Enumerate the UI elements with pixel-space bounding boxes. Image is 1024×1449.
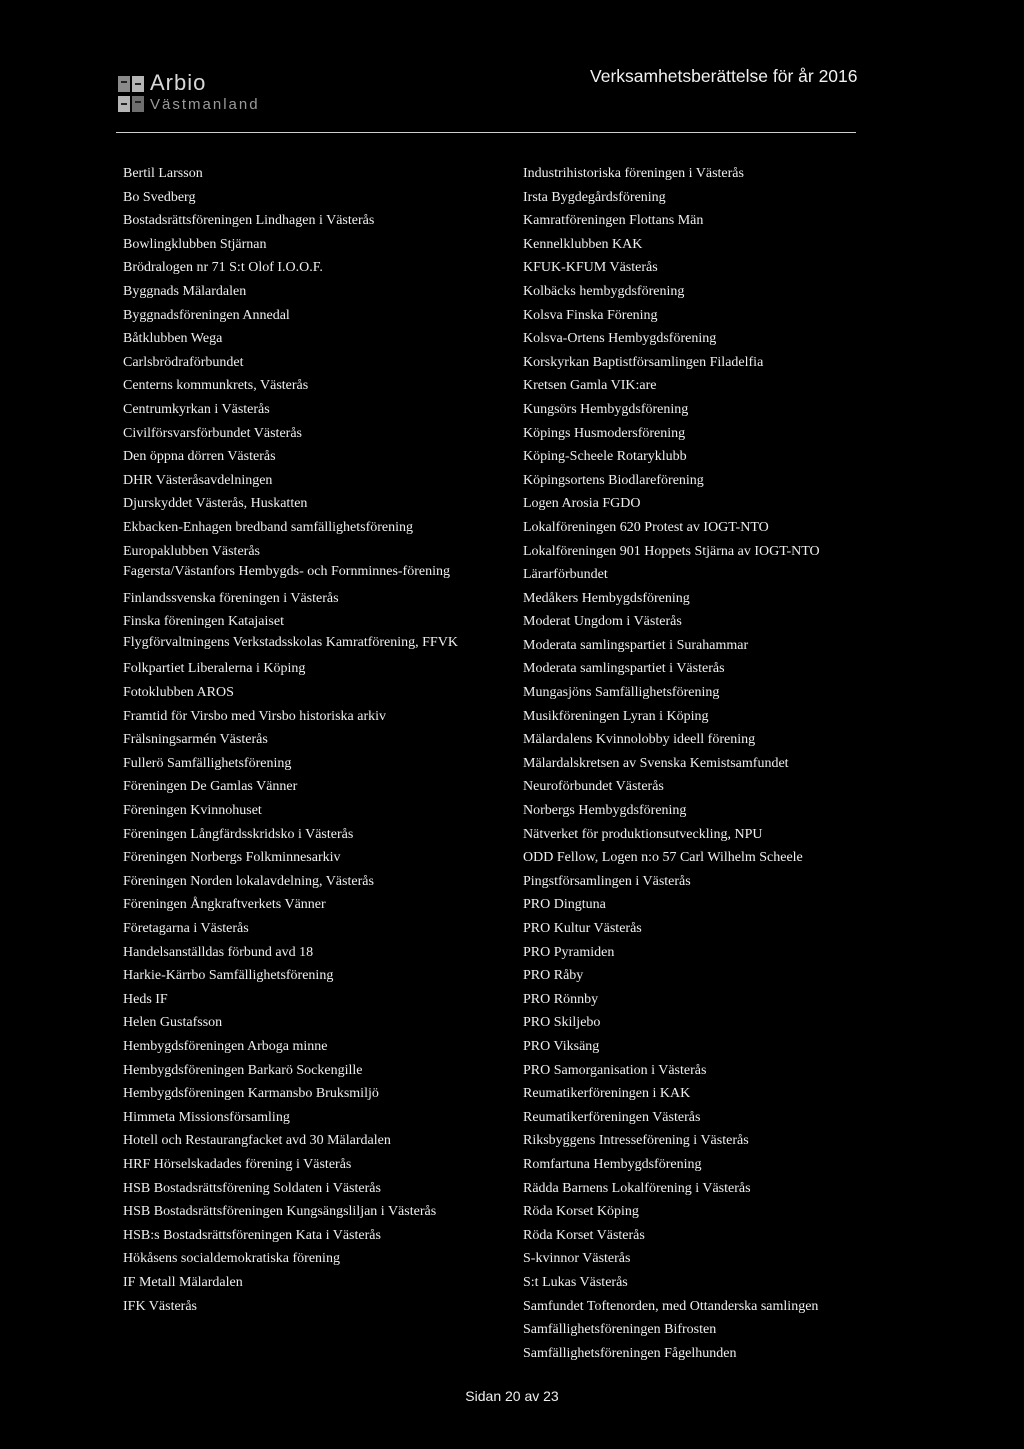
logo: [116, 70, 306, 120]
list-item: Föreningen Ångkraftverkets Vänner: [123, 897, 326, 913]
list-item: Samfällighetsföreningen Bifrosten: [523, 1322, 717, 1338]
list-item: Irsta Bygdegårdsförening: [523, 189, 666, 205]
list-item: HSB Bostadsrättsföreningen Kungsängsliljan i Västerås: [123, 1204, 437, 1220]
list-item: DHR Västeråsavdelningen: [123, 472, 273, 488]
list-item: Föreningen Långfärdsskridsko i Västerås: [123, 826, 354, 842]
list-item: Norbergs Hembygdsförening: [523, 803, 687, 819]
list-item: Logen Arosia FGDO: [523, 496, 641, 512]
list-item: Samfällighetsföreningen Fågelhunden: [523, 1345, 737, 1361]
list-item: Finska föreningen Katajaiset: [123, 614, 284, 630]
list-item: Medåkers Hembygdsförening: [523, 590, 690, 606]
logo-text: Arbio: [150, 70, 207, 95]
list-item: PRO Samorganisation i Västerås: [523, 1062, 707, 1078]
list-item: Nätverket för produktionsutveckling, NPU: [523, 826, 763, 842]
list-item: Köpingsortens Biodlareförening: [523, 472, 704, 488]
list-item: PRO Kultur Västerås: [523, 921, 642, 936]
list-item: Båtklubben Wega: [123, 331, 223, 347]
list-item: Föreningen Norbergs Folkminnesarkiv: [123, 850, 341, 866]
list-item: Hembygdsföreningen Barkarö Sockengille: [123, 1062, 363, 1078]
list-item: ODD Fellow, Logen n:o 57 Carl Wilhelm Scheele: [523, 850, 803, 866]
list-item: Civilförsvarsförbundet Västerås: [123, 425, 302, 441]
list-item: Centrumkyrkan i Västerås: [123, 401, 270, 417]
list-item: Lärarförbundet: [523, 567, 608, 583]
list-item: Hotell och Restaurangfacket avd 30 Mälardalen: [123, 1133, 391, 1149]
list-item: HSB Bostadsrättsförening Soldaten i Västerås: [123, 1180, 381, 1196]
list-item: Bo Svedberg: [123, 189, 196, 205]
list-item: S-kvinnor Västerås: [523, 1251, 631, 1267]
list-item: Köping-Scheele Rotaryklubb: [523, 449, 687, 465]
right-organization-list: [523, 162, 923, 1365]
logo-subtitle: Västmanland: [150, 96, 260, 113]
list-item: Himmeta Missionsförsamling: [123, 1109, 290, 1125]
list-item: PRO Rönnby: [523, 991, 599, 1007]
list-item: Reumatikerföreningen Västerås: [523, 1109, 701, 1125]
list-item: Europaklubben Västerås: [123, 543, 260, 559]
list-item: Hembygdsföreningen Arboga minne: [123, 1038, 328, 1054]
list-item: PRO Viksäng: [523, 1038, 600, 1054]
list-item: Bertil Larsson: [123, 166, 203, 181]
list-item: Fotoklubben AROS: [123, 685, 234, 701]
left-organization-list: [123, 162, 503, 1318]
list-item: Romfartuna Hembygdsförening: [523, 1156, 702, 1172]
list-item: HSB:s Bostadsrättsföreningen Kata i Västerås: [123, 1227, 381, 1243]
list-item: Fagersta/Västanfors Hembygds- och Fornminnes-förening: [123, 564, 450, 580]
list-item: Mälardalens Kvinnolobby ideell förening: [523, 732, 756, 748]
list-item: HRF Hörselskadades förening i Västerås: [123, 1156, 352, 1172]
list-item: Hökåsens socialdemokratiska förening: [123, 1251, 340, 1267]
list-item: Byggnadsföreningen Annedal: [123, 307, 290, 323]
list-item: Kretsen Gamla VIK:are: [523, 378, 657, 394]
page-number: Sidan 20 av 23: [465, 1388, 559, 1404]
list-item: Handelsanställdas förbund avd 18: [123, 944, 314, 960]
list-item: Ekbacken-Enhagen bredband samfällighetsförening: [123, 519, 414, 535]
list-item: Korskyrkan Baptistförsamlingen Filadelfia: [523, 354, 764, 370]
list-item: Riksbyggens Intresseförening i Västerås: [523, 1133, 749, 1149]
list-item: Centerns kommunkrets, Västerås: [123, 378, 309, 394]
list-item: Neuroförbundet Västerås: [523, 779, 664, 795]
list-item: Den öppna dörren Västerås: [123, 449, 276, 465]
list-item: Brödralogen nr 71 S:t Olof I.O.O.F.: [123, 260, 323, 276]
list-item: Folkpartiet Liberalerna i Köping: [123, 661, 306, 677]
list-item: S:t Lukas Västerås: [523, 1274, 628, 1290]
list-item: Carlsbrödraförbundet: [123, 354, 244, 370]
list-item: Frälsningsarmén Västerås: [123, 732, 268, 748]
list-item: PRO Råby: [523, 968, 584, 984]
list-item: Kolsva Finska Förening: [523, 307, 658, 323]
list-item: PRO Dingtuna: [523, 897, 606, 913]
list-item: Mungasjöns Samfällighetsförening: [523, 685, 720, 701]
list-item: KFUK-KFUM Västerås: [523, 260, 658, 276]
list-item: Industrihistoriska föreningen i Västerås: [523, 166, 744, 181]
list-item: Hembygdsföreningen Karmansbo Bruksmiljö: [123, 1086, 379, 1102]
list-item: Bowlingklubben Stjärnan: [123, 236, 267, 252]
list-item: Musikföreningen Lyran i Köping: [523, 708, 709, 724]
list-item: Kolsva-Ortens Hembygdsförening: [523, 331, 717, 347]
list-item: Föreningen Norden lokalavdelning, Västerås: [123, 873, 374, 889]
list-item: Mälardalskretsen av Svenska Kemistsamfundet: [523, 755, 789, 771]
list-item: Framtid för Virsbo med Virsbo historiska arkiv: [123, 708, 386, 724]
list-item: Kennelklubben KAK: [523, 236, 643, 252]
logo-mark-icon: [116, 74, 146, 114]
page-header-title: Verksamhetsberättelse för år 2016: [590, 66, 858, 86]
list-item: Harkie-Kärrbo Samfällighetsförening: [123, 968, 334, 984]
list-item: Flygförvaltningens Verkstadsskolas Kamratförening, FFVK: [123, 634, 458, 650]
list-item: Lokalföreningen 901 Hoppets Stjärna av IOGT-NTO: [523, 543, 820, 559]
list-item: Föreningen Kvinnohuset: [123, 803, 262, 819]
list-item: Köpings Husmodersförening: [523, 425, 686, 441]
list-item: IFK Västerås: [123, 1298, 198, 1314]
list-item: Bostadsrättsföreningen Lindhagen i Västerås: [123, 213, 375, 229]
list-item: Företagarna i Västerås: [123, 921, 249, 936]
list-item: Heds IF: [123, 991, 168, 1007]
list-item: Reumatikerföreningen i KAK: [523, 1086, 691, 1102]
header-divider: [116, 132, 856, 133]
list-item: PRO Skiljebo: [523, 1015, 601, 1031]
list-item: Byggnads Mälardalen: [123, 283, 247, 299]
list-item: Lokalföreningen 620 Protest av IOGT-NTO: [523, 519, 769, 535]
list-item: Rädda Barnens Lokalförening i Västerås: [523, 1180, 751, 1196]
list-item: Kungsörs Hembygdsförening: [523, 401, 689, 417]
list-item: Moderata samlingspartiet i Surahammar: [523, 637, 749, 653]
list-item: PRO Pyramiden: [523, 944, 615, 960]
list-item: Pingstförsamlingen i Västerås: [523, 873, 691, 889]
list-item: Kolbäcks hembygdsförening: [523, 283, 685, 299]
list-item: Kamratföreningen Flottans Män: [523, 213, 704, 229]
list-item: Finlandssvenska föreningen i Västerås: [123, 590, 339, 606]
list-item: Föreningen De Gamlas Vänner: [123, 779, 298, 795]
list-item: Djurskyddet Västerås, Huskatten: [123, 496, 308, 512]
list-item: Samfundet Toftenorden, med Ottanderska samlingen: [523, 1298, 819, 1314]
list-item: Moderata samlingspartiet i Västerås: [523, 661, 725, 677]
list-item: Röda Korset Köping: [523, 1204, 639, 1220]
list-item: Moderat Ungdom i Västerås: [523, 614, 682, 630]
list-item: Fullerö Samfällighetsförening: [123, 755, 292, 771]
list-item: Röda Korset Västerås: [523, 1227, 645, 1243]
list-item: Helen Gustafsson: [123, 1015, 223, 1031]
list-item: IF Metall Mälardalen: [123, 1274, 243, 1290]
